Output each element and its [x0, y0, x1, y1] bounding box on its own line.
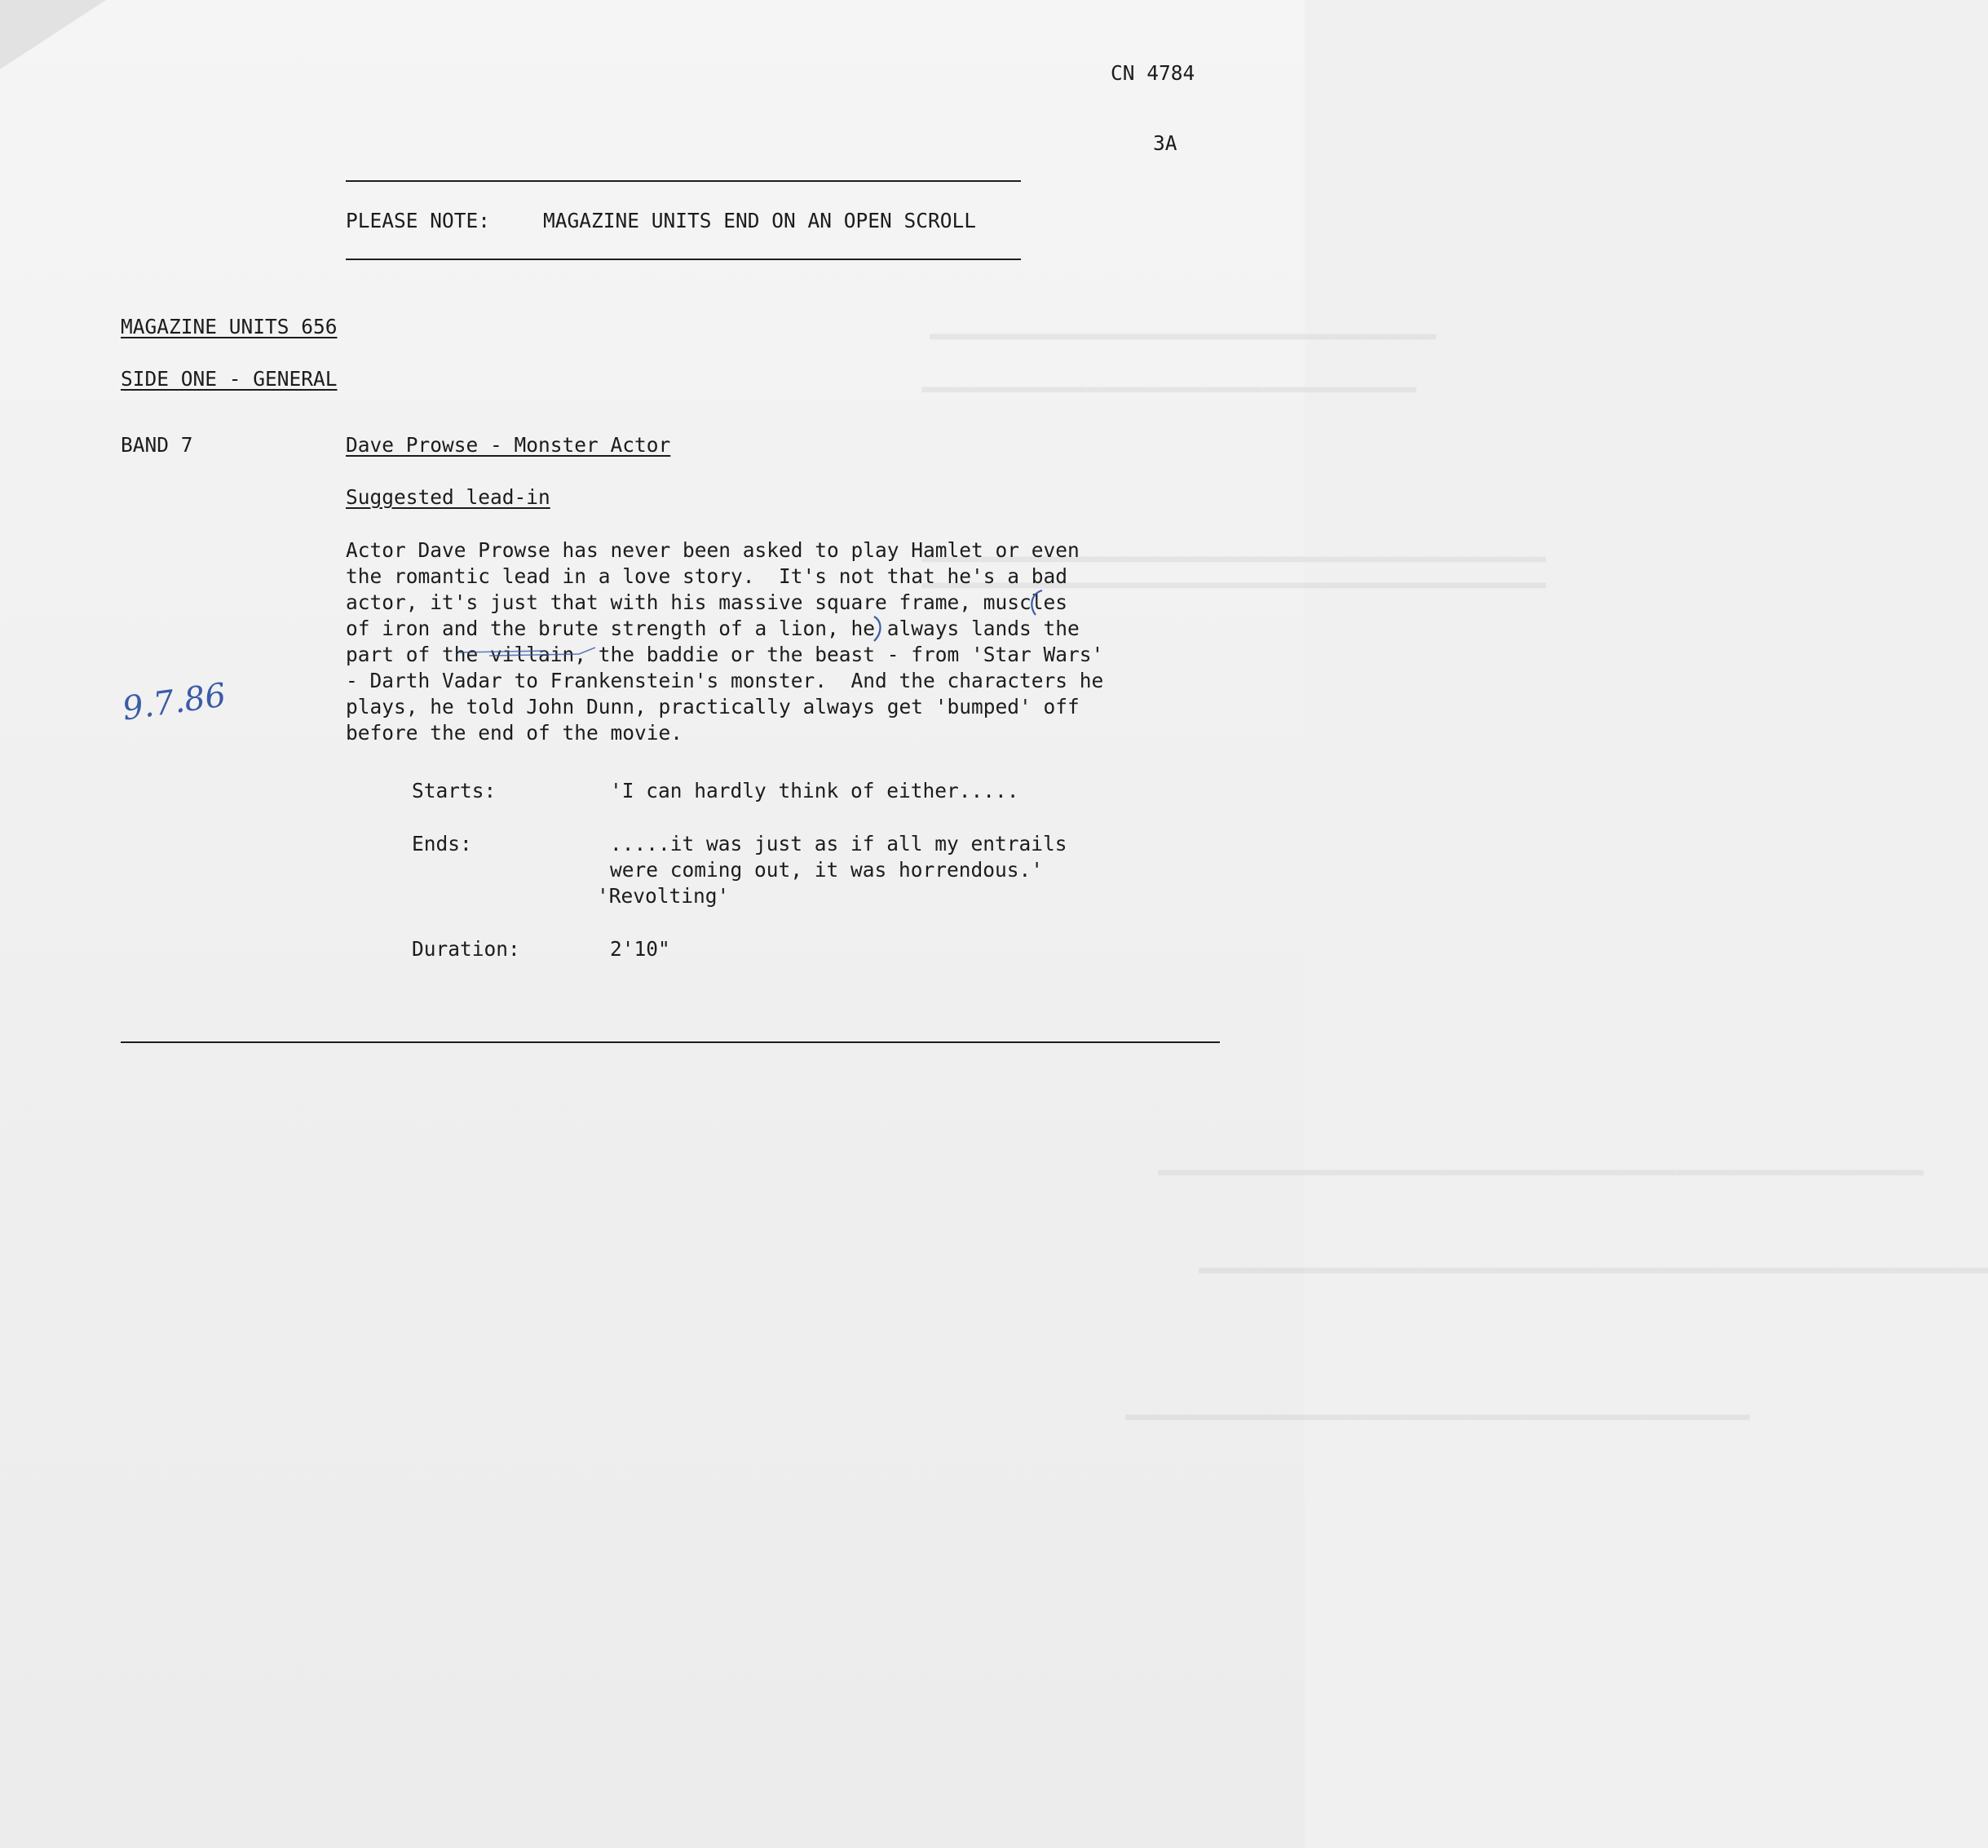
ends-value-line3: 'Revolting'	[597, 884, 730, 908]
band-title: Dave Prowse - Monster Actor	[346, 433, 671, 457]
body-line: Actor Dave Prowse has never been asked to play Hamlet or even	[346, 538, 1080, 562]
duration-value: 2'10"	[610, 937, 670, 961]
notice-top-rule	[346, 180, 1021, 182]
section-divider	[121, 1041, 1220, 1043]
handwritten-date: 9.7.86	[120, 676, 228, 728]
ink-underline-mark	[457, 644, 620, 661]
duration-label: Duration:	[412, 937, 520, 961]
folded-corner	[0, 0, 106, 69]
page-id: 3A	[1153, 131, 1177, 155]
notice-text: MAGAZINE UNITS END ON AN OPEN SCROLL	[543, 209, 977, 232]
body-line: the romantic lead in a love story. It's not that he's a bad	[346, 564, 1068, 588]
body-line: part of the villain, the baddie or the beast - from 'Star Wars'	[346, 643, 1104, 666]
body-line: before the end of the movie.	[346, 721, 683, 745]
catalog-number: CN 4784	[1111, 61, 1195, 85]
starts-value: 'I can hardly think of either.....	[610, 779, 1019, 802]
starts-label: Starts:	[412, 779, 497, 802]
band-label: BAND 7	[121, 433, 193, 457]
body-line: plays, he told John Dunn, practically always get 'bumped' off	[346, 695, 1080, 718]
notice-bottom-rule	[346, 259, 1021, 260]
document-page: ▬▬▬▬▬▬▬▬▬▬▬▬▬▬▬▬▬▬▬▬▬▬▬▬▬▬▬▬▬▬▬▬▬▬▬▬▬▬▬▬▬▬▬ ▬▬▬▬▬▬▬▬▬▬▬▬▬▬▬▬▬▬▬▬▬▬▬▬▬▬▬▬▬▬▬▬▬▬▬▬▬▬▬▬▬▬ ▬▬▬▬▬▬▬▬▬▬▬▬▬▬▬▬▬▬▬▬▬▬▬▬▬▬▬▬▬▬▬▬▬▬▬▬▬▬▬▬▬▬▬▬▬▬▬▬▬▬▬▬▬ ▬▬▬▬▬▬▬▬▬▬▬▬▬▬▬▬▬▬▬▬▬▬▬▬▬▬▬▬▬▬▬▬▬▬▬▬▬▬▬▬▬▬▬▬▬▬▬▬▬▬▬▬▬ ▬▬▬▬▬▬▬▬▬▬▬▬▬▬▬▬▬▬▬▬▬▬▬▬▬▬▬▬▬▬▬▬▬▬▬▬▬▬▬▬▬▬▬▬▬▬▬▬▬▬▬▬▬▬▬▬▬▬▬▬▬▬▬▬▬ ▬▬▬▬▬▬▬▬▬▬▬▬▬▬▬▬▬▬▬▬▬▬▬▬▬▬▬▬▬▬▬▬▬▬▬▬▬▬▬▬▬▬▬▬▬▬▬▬▬▬▬▬▬▬▬▬▬▬▬▬▬▬▬▬▬▬▬ ▬▬▬▬▬▬▬▬▬▬▬▬▬▬▬▬▬▬▬▬▬▬▬▬▬▬▬▬▬▬▬▬▬▬▬▬▬▬▬▬▬▬▬▬▬▬▬▬▬▬▬▬▬ CN 4784 3A PLEASE NOTE: MAGAZINE UNITS END ON AN OPEN SCROLL MAGAZINE UNITS 656 SIDE ONE - GENERAL BAND 7 Dave Prowse - Monster Actor Suggested lead-in Actor Dave Prowse has never been asked to play Hamlet or even the romantic lead in a love story. It's not that he's a bad actor, it's just that with his massive square frame, muscles of iron and the brute strength of a lion, he always lands the part of the villain, the baddie or the beast - from 'Star Wars' - Darth Vadar to Frankenstein's monster. And the characters he plays, he told John Dunn, practically always get 'bumped' off before the end of the movie. 9.7.86 Starts: 'I can hardly think of either..... Ends: .....it was just as if all my entrails were coming out, it was horrendous.' 'Revolting' Duration: 2'10"	[0, 0, 1305, 1848]
leadin-heading: Suggested lead-in	[346, 485, 550, 509]
ends-label: Ends:	[412, 832, 472, 855]
side-heading: SIDE ONE - GENERAL	[121, 367, 338, 391]
ends-value-line1: .....it was just as if all my entrails	[610, 832, 1067, 855]
magazine-units-heading: MAGAZINE UNITS 656	[121, 315, 338, 338]
ink-bracket-open	[1023, 587, 1047, 620]
body-line: of iron and the brute strength of a lion, he always lands the	[346, 617, 1080, 640]
ink-bracket-close	[869, 613, 889, 646]
notice-label: PLEASE NOTE:	[346, 209, 491, 232]
ends-value-line2: were coming out, it was horrendous.'	[610, 858, 1044, 882]
body-line: actor, it's just that with his massive square frame, muscles	[346, 590, 1068, 614]
body-line: - Darth Vadar to Frankenstein's monster. And the characters he	[346, 669, 1104, 692]
